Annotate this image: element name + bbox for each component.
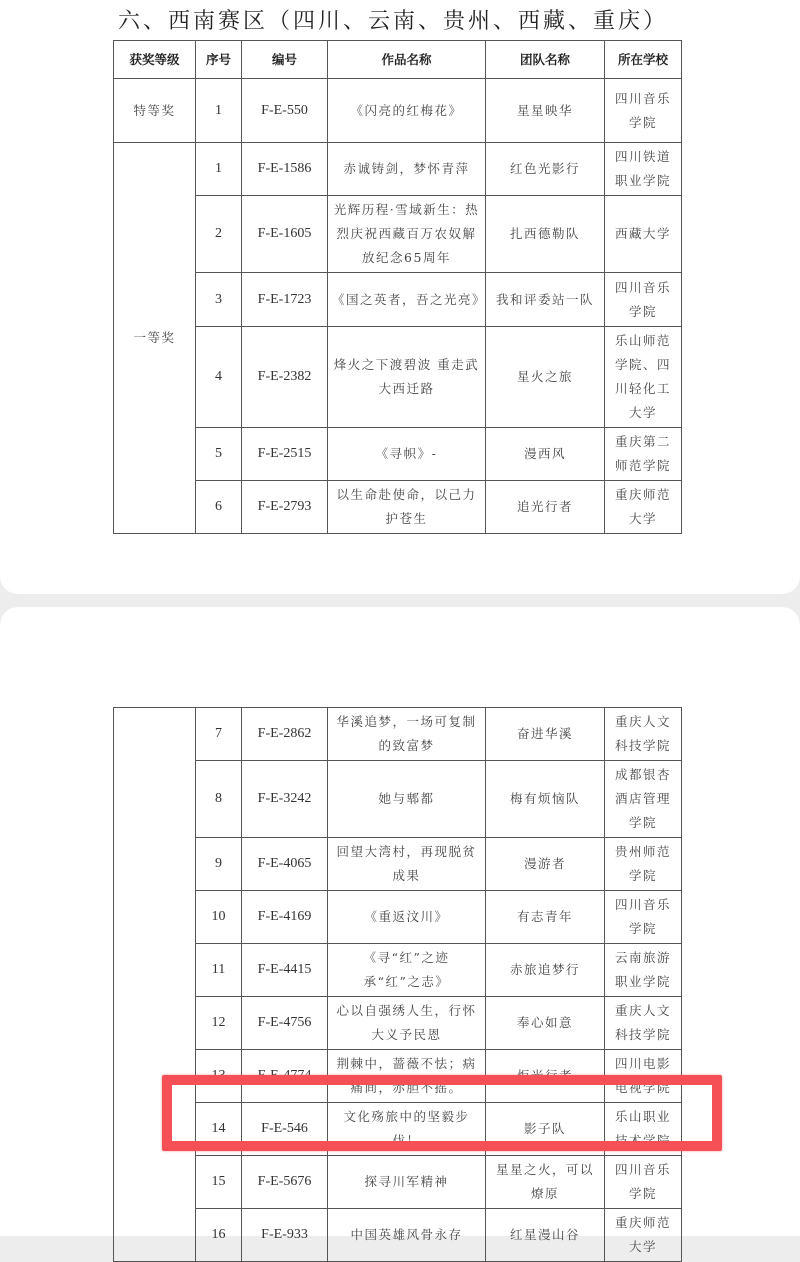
- work-cell: 荆棘中，蔷薇不怯；病痛间，赤胆不摇。: [328, 1050, 486, 1103]
- code-cell: F-E-546: [242, 1103, 328, 1156]
- seq-cell: 15: [196, 1156, 242, 1209]
- seq-cell: 11: [196, 944, 242, 997]
- table-row: [114, 428, 682, 481]
- work-cell: 《闪亮的红梅花》: [328, 79, 486, 143]
- work-cell: 回望大湾村，再现脱贫成果: [328, 838, 486, 891]
- school-cell: 乐山师范学院、四川轻化工大学: [605, 327, 682, 428]
- code-cell: F-E-1723: [242, 273, 328, 327]
- award-level-cell: 特等奖: [114, 79, 196, 143]
- seq-cell: 2: [196, 196, 242, 273]
- seq-cell: 12: [196, 997, 242, 1050]
- team-cell: 追光行者: [486, 481, 605, 534]
- table-row: [114, 273, 682, 327]
- code-cell: F-E-1586: [242, 143, 328, 196]
- work-cell: 心以自强绣人生，行怀大义予民恩: [328, 997, 486, 1050]
- code-cell: F-E-2382: [242, 327, 328, 428]
- code-cell: F-E-2515: [242, 428, 328, 481]
- table-row: [114, 481, 682, 534]
- school-cell: 云南旅游职业学院: [605, 944, 682, 997]
- work-cell: 华溪追梦，一场可复制的致富梦: [328, 708, 486, 761]
- team-cell: 星星之火，可以燎原: [486, 1156, 605, 1209]
- code-cell: F-E-4756: [242, 997, 328, 1050]
- seq-cell: 1: [196, 79, 242, 143]
- work-cell: 以生命赴使命，以己力护苍生: [328, 481, 486, 534]
- table-row: [114, 327, 682, 428]
- header-school: 所在学校: [605, 41, 682, 79]
- school-cell: 四川铁道职业学院: [605, 143, 682, 196]
- code-cell: F-E-5676: [242, 1156, 328, 1209]
- award-table-page-1: [113, 40, 682, 534]
- work-cell: 烽火之下渡碧波 重走武大西迁路: [328, 327, 486, 428]
- seq-cell: 10: [196, 891, 242, 944]
- code-cell: F-E-933: [242, 1209, 328, 1262]
- work-cell: 《寻帜》-: [328, 428, 486, 481]
- school-cell: 贵州师范学院: [605, 838, 682, 891]
- work-cell: 探寻川军精神: [328, 1156, 486, 1209]
- seq-cell: 3: [196, 273, 242, 327]
- header-code: 编号: [242, 41, 328, 79]
- code-cell: F-E-550: [242, 79, 328, 143]
- school-cell: 重庆师范大学: [605, 481, 682, 534]
- table-row: [114, 761, 682, 838]
- team-cell: 红色光影行: [486, 143, 605, 196]
- team-cell: 奋进华溪: [486, 708, 605, 761]
- school-cell: 重庆人文科技学院: [605, 708, 682, 761]
- table-row: [114, 944, 682, 997]
- table-row: [114, 838, 682, 891]
- team-cell: 奉心如意: [486, 997, 605, 1050]
- award-level-cell-continued: [114, 708, 196, 1262]
- table-row: [114, 79, 682, 143]
- work-cell: 光辉历程·雪域新生：热烈庆祝西藏百万农奴解放纪念65周年: [328, 196, 486, 273]
- school-cell: 四川音乐学院: [605, 273, 682, 327]
- school-cell: 成都银杏酒店管理学院: [605, 761, 682, 838]
- header-work-name: 作品名称: [328, 41, 486, 79]
- school-cell: 重庆人文科技学院: [605, 997, 682, 1050]
- work-cell: 文化殇旅中的坚毅步伐！: [328, 1103, 486, 1156]
- header-team-name: 团队名称: [486, 41, 605, 79]
- team-cell: 赤旅追梦行: [486, 944, 605, 997]
- award-table-page-2: [113, 707, 682, 1262]
- team-cell: 星火之旅: [486, 327, 605, 428]
- seq-cell: 13: [196, 1050, 242, 1103]
- school-cell: 西藏大学: [605, 196, 682, 273]
- code-cell: F-E-1605: [242, 196, 328, 273]
- seq-cell: 1: [196, 143, 242, 196]
- work-cell: 她与郫都: [328, 761, 486, 838]
- seq-cell: 7: [196, 708, 242, 761]
- school-cell: 四川音乐学院: [605, 891, 682, 944]
- school-cell: 重庆第二师范学院: [605, 428, 682, 481]
- table-row: [114, 891, 682, 944]
- table-row: [114, 196, 682, 273]
- header-seq-no: 序号: [196, 41, 242, 79]
- work-cell: 《重返汶川》: [328, 891, 486, 944]
- code-cell: F-E-4774: [242, 1050, 328, 1103]
- seq-cell: 9: [196, 838, 242, 891]
- team-cell: 我和评委站一队: [486, 273, 605, 327]
- seq-cell: 5: [196, 428, 242, 481]
- school-cell: 四川电影电视学院: [605, 1050, 682, 1103]
- code-cell: F-E-2793: [242, 481, 328, 534]
- code-cell: F-E-4169: [242, 891, 328, 944]
- school-cell: 重庆师范大学: [605, 1209, 682, 1262]
- seq-cell: 14: [196, 1103, 242, 1156]
- code-cell: F-E-4065: [242, 838, 328, 891]
- team-cell: 有志青年: [486, 891, 605, 944]
- seq-cell: 6: [196, 481, 242, 534]
- team-cell: 扎西德勒队: [486, 196, 605, 273]
- team-cell: 漫西风: [486, 428, 605, 481]
- team-cell: 星星映华: [486, 79, 605, 143]
- seq-cell: 16: [196, 1209, 242, 1262]
- school-cell: 四川音乐学院: [605, 1156, 682, 1209]
- work-cell: 《国之英者，吾之光亮》: [328, 273, 486, 327]
- team-cell: 炬光行者: [486, 1050, 605, 1103]
- team-cell: 漫游者: [486, 838, 605, 891]
- table-header-row: [114, 41, 682, 79]
- seq-cell: 4: [196, 327, 242, 428]
- school-cell: 乐山职业技术学院: [605, 1103, 682, 1156]
- team-cell: 红星漫山谷: [486, 1209, 605, 1262]
- table-row-highlighted: [114, 1103, 682, 1156]
- header-award-level: 获奖等级: [114, 41, 196, 79]
- code-cell: F-E-2862: [242, 708, 328, 761]
- work-cell: 赤诚铸剑，梦怀青萍: [328, 143, 486, 196]
- code-cell: F-E-3242: [242, 761, 328, 838]
- work-cell: 《寻“红”之迹 承“红”之志》: [328, 944, 486, 997]
- school-cell: 四川音乐学院: [605, 79, 682, 143]
- table-row: [114, 143, 682, 196]
- team-cell: 影子队: [486, 1103, 605, 1156]
- table-row: [114, 1050, 682, 1103]
- code-cell: F-E-4415: [242, 944, 328, 997]
- table-row: [114, 708, 682, 761]
- seq-cell: 8: [196, 761, 242, 838]
- table-row: [114, 1156, 682, 1209]
- team-cell: 梅有烦恼队: [486, 761, 605, 838]
- section-title: 六、西南赛区（四川、云南、贵州、西藏、重庆）: [118, 9, 669, 34]
- table-row: [114, 997, 682, 1050]
- table-row: [114, 1209, 682, 1262]
- work-cell: 中国英雄风骨永存: [328, 1209, 486, 1262]
- award-level-cell: 一等奖: [114, 143, 196, 534]
